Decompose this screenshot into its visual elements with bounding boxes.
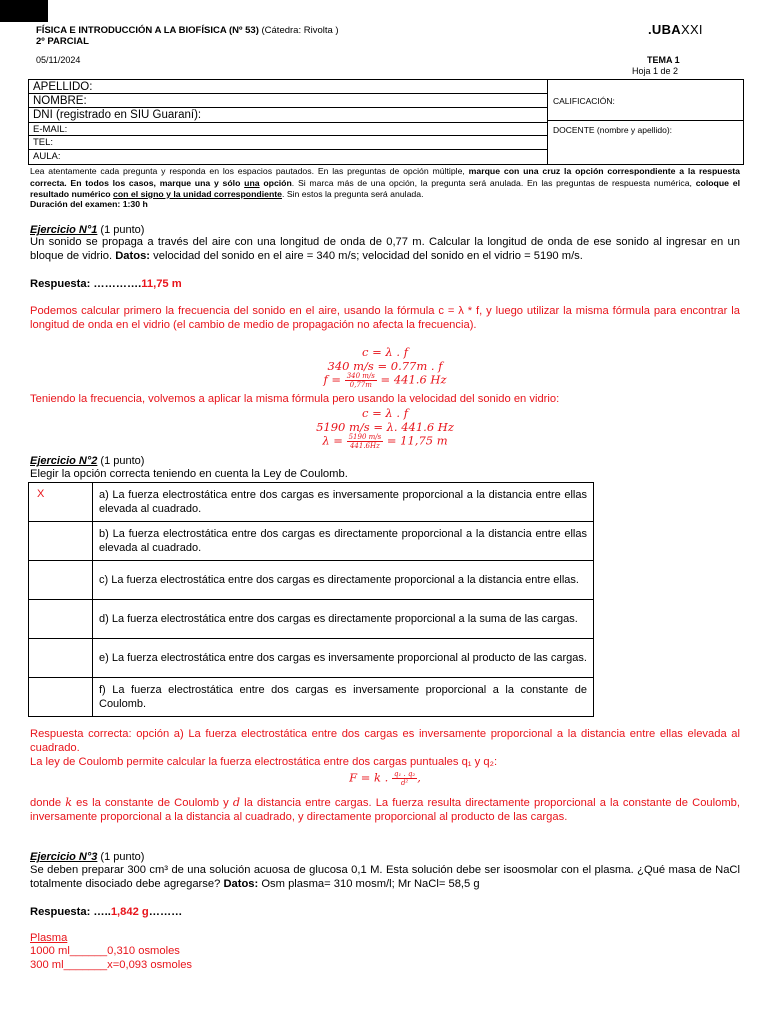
corner-block — [0, 0, 48, 22]
tel-field[interactable]: TEL: — [29, 136, 547, 150]
student-id-box — [28, 79, 744, 165]
option-text: e) La fuerza electrostática entre dos cargas es inversamente proporcional al producto de las cargas. — [93, 639, 594, 678]
option-mark-box[interactable] — [29, 639, 93, 678]
instructions: Lea atentamente cada pregunta y responda en los espacios pautados. En las preguntas de opción múltiple, marque con una cruz la opción correspondiente a la respuesta correcta. En todos los casos, marque una y sólo una opción. Si marca más de una opción, la pregunta será anulada. En las preguntas de respuesta numérica, coloque el resultado numérico con el signo y la unidad correspondiente. Sin estos la pregunta será anulada. — [30, 166, 741, 199]
option-text: c) La fuerza electrostática entre dos cargas es directamente proporcional a la distancia entre ellas. — [93, 561, 594, 600]
ex2-answer: Respuesta correcta: opción a) La fuerza electrostática entre dos cargas es inversamente proporcional a la distancia entre ellas elevada al cuadrado. — [30, 728, 740, 754]
ex2-law: La ley de Coulomb permite calcular la fuerza electrostática entre dos cargas puntuales q₁ y q₂: — [30, 756, 498, 768]
exam-date: 05/11/2024 — [36, 55, 81, 65]
ex3-plasma-label: Plasma — [30, 932, 68, 944]
option-row[interactable] — [29, 522, 594, 561]
id-box-divider — [547, 80, 548, 164]
aula-field[interactable]: AULA: — [33, 151, 61, 162]
page-counter: Hoja 1 de 2 — [632, 66, 679, 76]
email-field[interactable]: E-MAIL: — [29, 123, 547, 136]
tema-label: TEMA 1 — [647, 55, 680, 65]
option-row[interactable] — [29, 639, 594, 678]
apellido-field[interactable]: APELLIDO: — [29, 80, 547, 94]
ex3-calc-line2: 300 ml_______x=0,093 osmoles — [30, 959, 193, 971]
option-mark-box[interactable] — [29, 678, 93, 717]
option-text: a) La fuerza electrostática entre dos cargas es inversamente proporcional a la distancia entre ellas elevada al cuadrado. — [93, 483, 594, 522]
course-title: FÍSICA E INTRODUCCIÓN A LA BIOFÍSICA (Nº 53) (Cátedra: Rivolta ) — [36, 25, 339, 36]
parcial-label: 2º PARCIAL — [36, 36, 89, 47]
id-box-hdivider — [547, 120, 743, 121]
option-text: f) La fuerza electrostática entre dos cargas es inversamente proporcional a la constante de Coulomb. — [93, 678, 594, 717]
docente-label: DOCENTE (nombre y apellido): — [553, 125, 673, 135]
ex3-answer: Respuesta: …..1,842 g……… — [30, 906, 183, 918]
ex3-statement: Se deben preparar 300 cm³ de una solución acuosa de glucosa 0,1 M. Esta solución debe ser isoosmolar con el plasma. ¿Qué masa de NaCl totalmente disociado debe agregarse? Datos: Osm plasma= 310 mosm/l; Mr NaCl= 58,5 g — [30, 864, 740, 890]
ex1-answer: Respuesta: ………….11,75 m — [30, 278, 182, 290]
option-row[interactable] — [29, 483, 594, 522]
ex1-explanation: Podemos calcular primero la frecuencia del sonido en el aire, usando la fórmula c = λ * f, y luego utilizar la misma fórmula para encontrar la longitud de onda en el vidrio (el cambio de medio de propagación no afecta la frecuencia). — [30, 305, 740, 331]
ex2-statement: Elegir la opción correcta teniendo en cuenta la Ley de Coulomb. — [30, 468, 348, 480]
option-text: b) La fuerza electrostática entre dos cargas es directamente proporcional a la distancia entre ellas elevada al cuadrado. — [93, 522, 594, 561]
ex3-title: Ejercicio N°3 (1 punto) — [30, 851, 145, 863]
ex1-statement: Un sonido se propaga a través del aire con una longitud de onda de 0,77 m. Calcular la longitud de onda de ese sonido al ingresar en un bloque de vidrio. Datos: velocidad del sonido en el aire = 340 m/s; velocidad del sonido en el vidrio = 5190 m/s. — [30, 236, 740, 262]
ex1-eq1: c = λ . f — [362, 345, 408, 359]
ex1-explanation-2: Teniendo la frecuencia, volvemos a aplicar la misma fórmula pero usando la velocidad del sonido en vidrio: — [30, 393, 560, 405]
ex1-eq5: 5190 m/s = λ. 441.6 Hz — [316, 420, 454, 434]
option-mark-box[interactable] — [29, 522, 93, 561]
ex1-title: Ejercicio N°1 (1 punto) — [30, 224, 145, 236]
coulomb-equation: F = k . $\frac{\text{q₁ . q₂}}{\text{d²}}$ , — [349, 770, 421, 787]
uba-xxi-logo: .UBAXXI — [648, 22, 703, 37]
option-mark-box[interactable]: X — [29, 483, 93, 522]
option-row[interactable] — [29, 600, 594, 639]
ex1-eq6: λ = $\frac{5190 m/s}{441.6Hz}$ = 11,75 m — [322, 433, 448, 450]
option-row[interactable] — [29, 561, 594, 600]
ex2-options-table — [28, 482, 594, 717]
nombre-field[interactable]: NOMBRE: — [29, 94, 547, 108]
calificacion-label: CALIFICACIÓN: — [553, 96, 615, 106]
ex1-eq4: c = λ . f — [362, 406, 408, 420]
ex1-eq2: 340 m/s = 0.77m . f — [327, 359, 443, 373]
option-mark-box[interactable] — [29, 561, 93, 600]
option-mark-box[interactable] — [29, 600, 93, 639]
dni-field[interactable]: DNI (registrado en SIU Guaraní): — [29, 108, 547, 123]
ex1-eq3: f = $\frac{340 m/s}{0,77m}$ = 441.6 Hz — [323, 372, 447, 389]
option-row[interactable] — [29, 678, 594, 717]
ex2-explanation: donde k es la constante de Coulomb y d la distancia entre cargas. La fuerza resulta directamente proporcional a la constante de Coulomb, inversamente proporcional a la distancia al cuadrado, y directamente proporcional al producto de las cargas. — [30, 796, 741, 823]
ex3-calc-line1: 1000 ml______0,310 osmoles — [30, 945, 180, 957]
ex2-title: Ejercicio N°2 (1 punto) — [30, 455, 145, 467]
exam-duration: Duración del examen: 1:30 h — [30, 199, 148, 209]
option-text: d) La fuerza electrostática entre dos cargas es directamente proporcional a la suma de las cargas. — [93, 600, 594, 639]
